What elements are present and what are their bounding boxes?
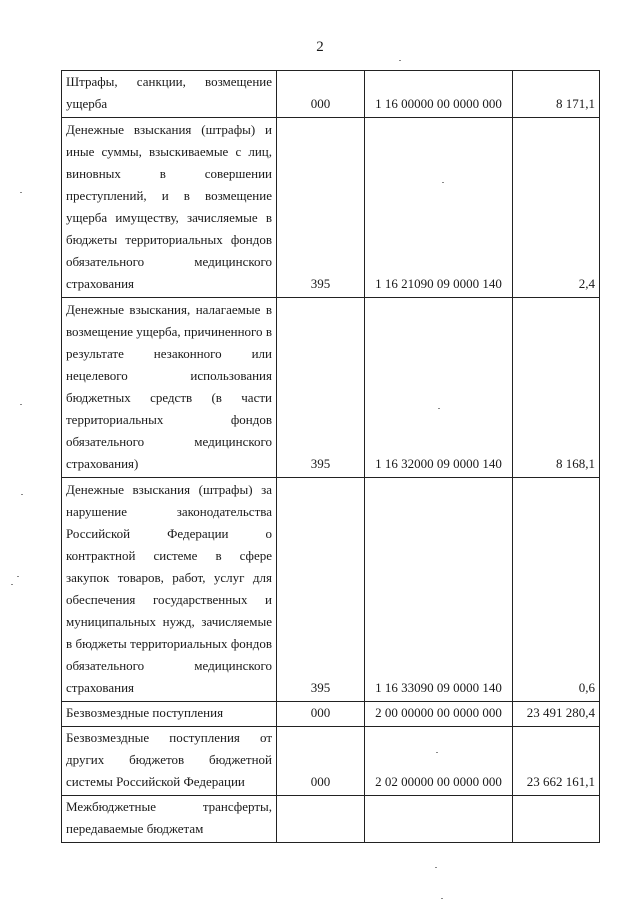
table-row: [62, 71, 600, 118]
income-name-cell: [62, 71, 277, 118]
scan-speck: [20, 404, 22, 405]
income-name-cell: [62, 298, 277, 478]
amount-cell: 2,4: [513, 118, 600, 298]
amount-cell: [513, 796, 600, 843]
income-name-cell: [62, 478, 277, 702]
scan-speck: [17, 576, 19, 577]
scan-speck: [21, 494, 23, 495]
admin-code-cell: 395: [277, 478, 365, 702]
classification-code-cell: [365, 796, 513, 843]
admin-code-cell: 000: [277, 727, 365, 796]
income-name: Денежные взыскания (штрафы) и иные суммы, взыскиваемые с лиц, виновных в совершении преступлений, и в возмещение ущерба имуществу, зачисляемые в бюджеты территориальных фондов обязательного медицинского страхования: [66, 122, 272, 291]
table-row: [62, 118, 600, 298]
classification-code-cell: 2 02 00000 00 0000 000: [365, 727, 513, 796]
admin-code-cell: 000: [277, 702, 365, 727]
table-row: [62, 727, 600, 796]
income-name-cell: [62, 702, 277, 727]
income-name-cell: [62, 727, 277, 796]
page-number: 2: [316, 39, 324, 55]
scan-speck: [20, 192, 22, 193]
admin-code-cell: [277, 796, 365, 843]
admin-code-cell: 395: [277, 118, 365, 298]
amount-cell: 8 171,1: [513, 71, 600, 118]
income-name: Денежные взыскания, налагаемые в возмещение ущерба, причиненного в результате незаконного или нецелевого использования бюджетных средств (в части территориальных фондов обязательного медицинского страхования): [66, 302, 272, 471]
income-name-cell: [62, 796, 277, 843]
classification-code-cell: 1 16 33090 09 0000 140: [365, 478, 513, 702]
amount-cell: 23 662 161,1: [513, 727, 600, 796]
table-row: [62, 702, 600, 727]
table-row: [62, 298, 600, 478]
income-name: Безвозмездные поступления от других бюджетов бюджетной системы Российской Федерации: [66, 730, 272, 789]
scan-speck: [11, 584, 13, 585]
classification-code-cell: 1 16 21090 09 0000 140: [365, 118, 513, 298]
income-name: Штрафы, санкции, возмещение ущерба: [66, 74, 272, 111]
table-row: [62, 478, 600, 702]
scan-speck: [435, 867, 437, 868]
scan-speck: [438, 408, 440, 409]
classification-code-cell: 2 00 00000 00 0000 000: [365, 702, 513, 727]
scan-speck: [442, 182, 444, 183]
admin-code-cell: 395: [277, 298, 365, 478]
classification-code-cell: 1 16 00000 00 0000 000: [365, 71, 513, 118]
scan-speck: [436, 752, 438, 753]
amount-cell: 0,6: [513, 478, 600, 702]
scan-speck: [399, 60, 401, 61]
income-name: Межбюджетные трансферты, передаваемые бюджетам: [66, 799, 272, 836]
scan-speck: [441, 898, 443, 899]
table-row: [62, 796, 600, 843]
income-name: Безвозмездные поступления: [66, 705, 224, 720]
income-name: Денежные взыскания (штрафы) за нарушение законодательства Российской Федерации о контрактной системе в сфере закупок товаров, работ, услуг для обеспечения государственных и муниципальных нужд, зачисляемые в бюджеты территориальных фондов обязательного медицинского страхования: [66, 482, 272, 695]
amount-cell: 8 168,1: [513, 298, 600, 478]
income-name-cell: [62, 118, 277, 298]
amount-cell: 23 491 280,4: [513, 702, 600, 727]
revenue-table: [61, 70, 600, 843]
classification-code-cell: 1 16 32000 09 0000 140: [365, 298, 513, 478]
admin-code-cell: 000: [277, 71, 365, 118]
